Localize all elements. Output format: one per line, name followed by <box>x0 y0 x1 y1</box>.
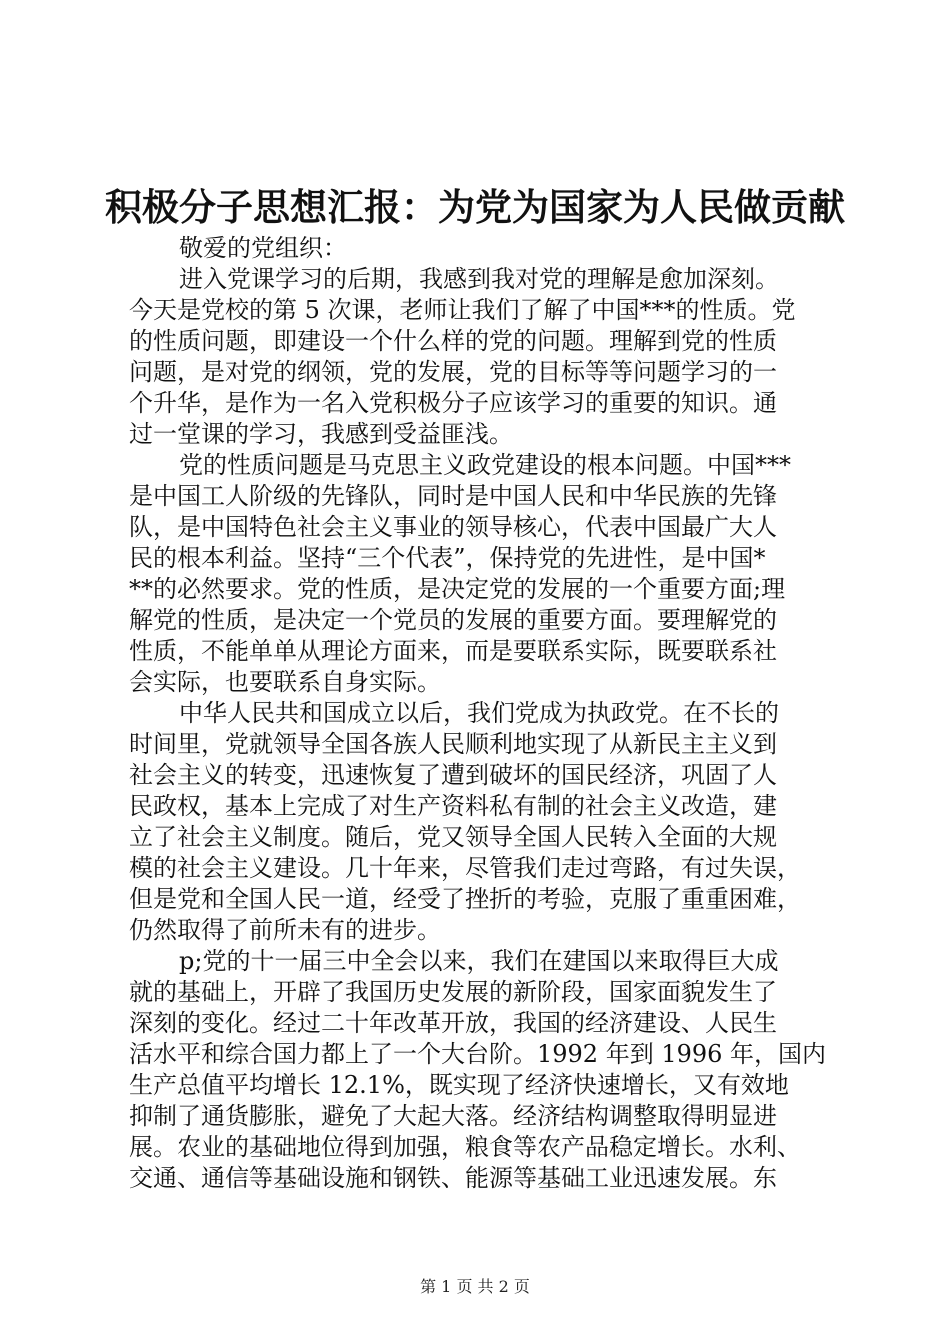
body-line: 个升华，是作为一名入党积极分子应该学习的重要的知识。通 <box>129 389 777 417</box>
salutation: 敬爱的党组织： <box>179 234 347 262</box>
body-line: 活水平和综合国力都上了一个大台阶。1992 年到 1996 年，国内 <box>129 1040 827 1068</box>
body-line: 队，是中国特色社会主义事业的领导核心，代表中国最广大人 <box>129 513 777 541</box>
body-line: 是中国工人阶级的先锋队，同时是中国人民和中华民族的先锋 <box>129 482 777 510</box>
page-number-footer: 第 1 页 共 2 页 <box>420 1277 530 1296</box>
body-line: 的性质问题，即建设一个什么样的党的问题。理解到党的性质 <box>129 327 777 355</box>
body-line: 展。农业的基础地位得到加强，粮食等农产品稳定增长。水利、 <box>129 1133 801 1161</box>
body-line: 深刻的变化。经过二十年改革开放，我国的经济建设、人民生 <box>129 1009 777 1037</box>
body-line: 交通、通信等基础设施和钢铁、能源等基础工业迅速发展。东 <box>129 1164 777 1192</box>
document-title: 积极分子思想汇报：为党为国家为人民做贡献 <box>105 186 845 229</box>
body-line: 社会主义的转变，迅速恢复了遭到破坏的国民经济，巩固了人 <box>129 761 777 789</box>
body-line: 民的根本利益。坚持“三个代表”，保持党的先进性，是中国* <box>129 544 766 572</box>
body-line: 过一堂课的学习，我感到受益匪浅。 <box>129 420 513 448</box>
body-line: 会实际，也要联系自身实际。 <box>129 668 441 696</box>
body-line: 民政权，基本上完成了对生产资料私有制的社会主义改造，建 <box>129 792 777 820</box>
body-line: 今天是党校的第 5 次课，老师让我们了解了中国***的性质。党 <box>129 296 796 324</box>
body-line: 模的社会主义建设。几十年来，尽管我们走过弯路，有过失误， <box>129 854 801 882</box>
document-body <box>129 233 829 1194</box>
body-line: 抑制了通货膨胀，避免了大起大落。经济结构调整取得明显进 <box>129 1102 777 1130</box>
body-line: 中华人民共和国成立以后，我们党成为执政党。在不长的 <box>179 699 779 727</box>
body-line: 性质，不能单单从理论方面来，而是要联系实际，既要联系社 <box>129 637 777 665</box>
body-line: 进入党课学习的后期，我感到我对党的理解是愈加深刻。 <box>179 265 779 293</box>
body-line: 解党的性质，是决定一个党员的发展的重要方面。要理解党的 <box>129 606 777 634</box>
body-line: 立了社会主义制度。随后，党又领导全国人民转入全面的大规 <box>129 823 777 851</box>
body-line: 仍然取得了前所未有的进步。 <box>129 916 441 944</box>
body-line: 但是党和全国人民一道，经受了挫折的考验，克服了重重困难， <box>129 885 801 913</box>
body-line: 党的性质问题是马克思主义政党建设的根本问题。中国*** <box>179 451 791 479</box>
body-line: **的必然要求。党的性质，是决定党的发展的一个重要方面;理 <box>129 575 786 603</box>
body-line: 时间里，党就领导全国各族人民顺利地实现了从新民主主义到 <box>129 730 777 758</box>
body-line: 就的基础上，开辟了我国历史发展的新阶段，国家面貌发生了 <box>129 978 777 1006</box>
body-line: 问题，是对党的纲领，党的发展，党的目标等等问题学习的一 <box>129 358 777 386</box>
body-line: 生产总值平均增长 12.1%，既实现了经济快速增长，又有效地 <box>129 1071 789 1099</box>
body-line: p;党的十一届三中全会以来，我们在建国以来取得巨大成 <box>179 947 779 975</box>
